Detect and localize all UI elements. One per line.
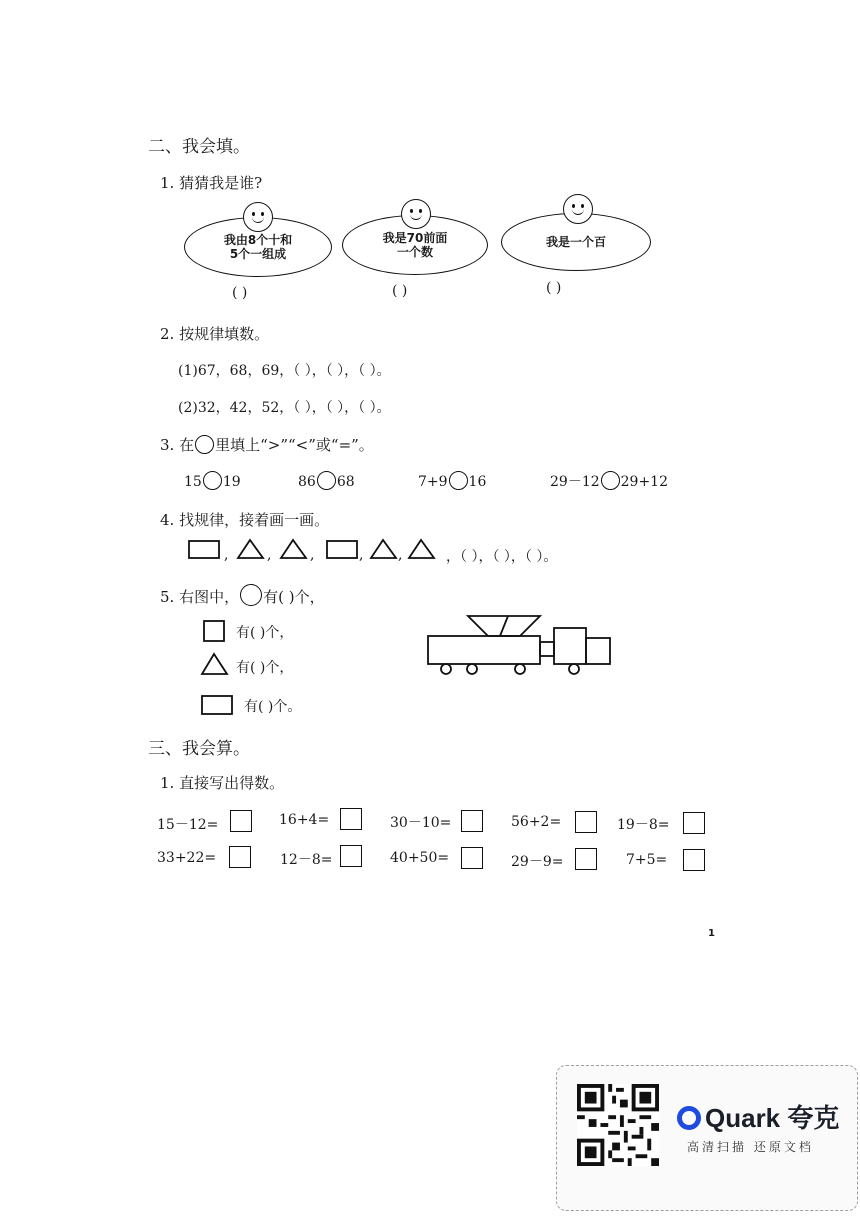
bubble-1-answer: ( ) bbox=[232, 285, 248, 301]
smiley-face-icon bbox=[243, 202, 273, 232]
answer-box[interactable] bbox=[461, 847, 483, 869]
answer-box[interactable] bbox=[229, 846, 251, 868]
page-number: 1 bbox=[708, 928, 715, 939]
bubble-2-line1: 我是70前面 bbox=[382, 231, 448, 245]
calc-r1-3: 30－10= bbox=[390, 815, 452, 831]
compare-circle[interactable] bbox=[317, 471, 336, 490]
triangle-count-text: 有( )个， bbox=[236, 660, 294, 676]
bubble-2-line2: 一个数 bbox=[396, 245, 433, 259]
question-5-label-pre: 5. 右图中， bbox=[160, 588, 240, 606]
calc-r1-5: 19－8= bbox=[617, 817, 670, 833]
calc-r1-1: 15－12= bbox=[157, 817, 219, 833]
question-1-label: 1. 猜猜我是谁? bbox=[160, 174, 263, 192]
section-2-title: 二、我会填。 bbox=[148, 137, 250, 157]
bubble-1-line1: 我由8个十和 bbox=[223, 233, 293, 247]
question-4-label: 4. 找规律，接着画一画。 bbox=[160, 511, 330, 529]
smiley-face-icon bbox=[563, 194, 593, 224]
square-icon bbox=[204, 621, 224, 641]
sequence-row-1: (1)67，68，69，（ ），（ ），（ ）。 bbox=[178, 363, 391, 379]
compare-left: 29－12 bbox=[550, 474, 600, 490]
calc-r1-2: 16+4= bbox=[279, 812, 330, 828]
train-figure bbox=[424, 612, 616, 678]
qr-code-icon bbox=[577, 1084, 659, 1166]
compare-item-2 bbox=[298, 471, 355, 490]
answer-box[interactable] bbox=[575, 848, 597, 870]
triangle-icon bbox=[409, 540, 434, 558]
quark-subtitle: 高清扫描 还原文档 bbox=[687, 1140, 814, 1154]
smiley-face-icon bbox=[401, 199, 431, 229]
compare-right: 68 bbox=[336, 474, 355, 490]
question-5-label-post: 有( )个， bbox=[263, 588, 325, 606]
compare-item-1 bbox=[184, 471, 241, 490]
bubble-1-line2: 5个一组成 bbox=[229, 247, 287, 261]
triangle-icon bbox=[202, 654, 227, 674]
compare-left: 7+9 bbox=[418, 474, 448, 490]
compare-left: 15 bbox=[184, 474, 202, 490]
triangle-icon bbox=[281, 540, 306, 558]
circle-icon bbox=[195, 435, 214, 454]
answer-box[interactable] bbox=[340, 808, 362, 830]
rectangle-icon bbox=[327, 541, 357, 558]
calc-r1-4: 56+2= bbox=[511, 814, 562, 830]
compare-right: 19 bbox=[222, 474, 241, 490]
bubble-3-line1: 我是一个百 bbox=[545, 235, 606, 249]
svg-text:,: , bbox=[267, 547, 272, 563]
calc-r2-1: 33+22= bbox=[157, 850, 217, 866]
compare-left: 86 bbox=[298, 474, 316, 490]
rectangle-icon bbox=[202, 696, 232, 714]
quark-watermark bbox=[556, 1065, 858, 1211]
svg-text:,: , bbox=[359, 547, 364, 563]
calc-r2-2: 12－8= bbox=[280, 852, 333, 868]
calc-question-label: 1. 直接写出得数。 bbox=[160, 774, 285, 792]
svg-text:,: , bbox=[310, 547, 315, 563]
compare-item-4 bbox=[550, 471, 668, 491]
calc-r2-3: 40+50= bbox=[390, 850, 450, 866]
quark-logo-icon bbox=[677, 1106, 701, 1130]
bubble-3-answer: ( ) bbox=[546, 280, 562, 296]
pattern-blanks: ，（ ），（ ），（ ）。 bbox=[446, 549, 558, 565]
svg-text:,: , bbox=[224, 547, 229, 563]
answer-box[interactable] bbox=[683, 849, 705, 871]
answer-box[interactable] bbox=[461, 810, 483, 832]
answer-box[interactable] bbox=[340, 845, 362, 867]
circle-icon bbox=[240, 584, 262, 606]
compare-right: 29+12 bbox=[620, 474, 668, 490]
question-3-label-pre: 3. 在 bbox=[160, 436, 195, 454]
question-2-label: 2. 按规律填数。 bbox=[160, 325, 270, 343]
section-3-title: 三、我会算。 bbox=[148, 739, 250, 759]
svg-text:,: , bbox=[398, 547, 403, 563]
rectangle-icon bbox=[189, 541, 219, 558]
question-3-label-post: 里填上“>”“<”或“=”。 bbox=[215, 436, 374, 454]
quark-brand-text: Quark 夸克 bbox=[705, 1103, 840, 1133]
question-5-label bbox=[160, 584, 325, 607]
compare-circle[interactable] bbox=[203, 471, 222, 490]
compare-item-3 bbox=[418, 471, 486, 490]
calc-r2-5: 7+5= bbox=[626, 852, 668, 868]
answer-box[interactable] bbox=[683, 812, 705, 834]
sequence-row-2: (2)32，42，52，（ ），（ ），（ ）。 bbox=[178, 400, 391, 416]
count-shape-icons bbox=[200, 618, 234, 718]
bubble-2-answer: ( ) bbox=[392, 283, 408, 299]
compare-circle[interactable] bbox=[601, 471, 620, 490]
triangle-icon bbox=[371, 540, 396, 558]
compare-right: 16 bbox=[468, 474, 487, 490]
quark-brand bbox=[677, 1098, 839, 1135]
answer-box[interactable] bbox=[575, 811, 597, 833]
calc-r2-4: 29－9= bbox=[511, 854, 564, 870]
question-3-label bbox=[160, 434, 374, 455]
answer-box[interactable] bbox=[230, 810, 252, 832]
rectangle-count-text: 有( )个。 bbox=[244, 699, 302, 715]
square-count-text: 有( )个， bbox=[236, 625, 294, 641]
compare-circle[interactable] bbox=[449, 471, 468, 490]
pattern-shapes bbox=[186, 536, 446, 564]
triangle-icon bbox=[238, 540, 263, 558]
